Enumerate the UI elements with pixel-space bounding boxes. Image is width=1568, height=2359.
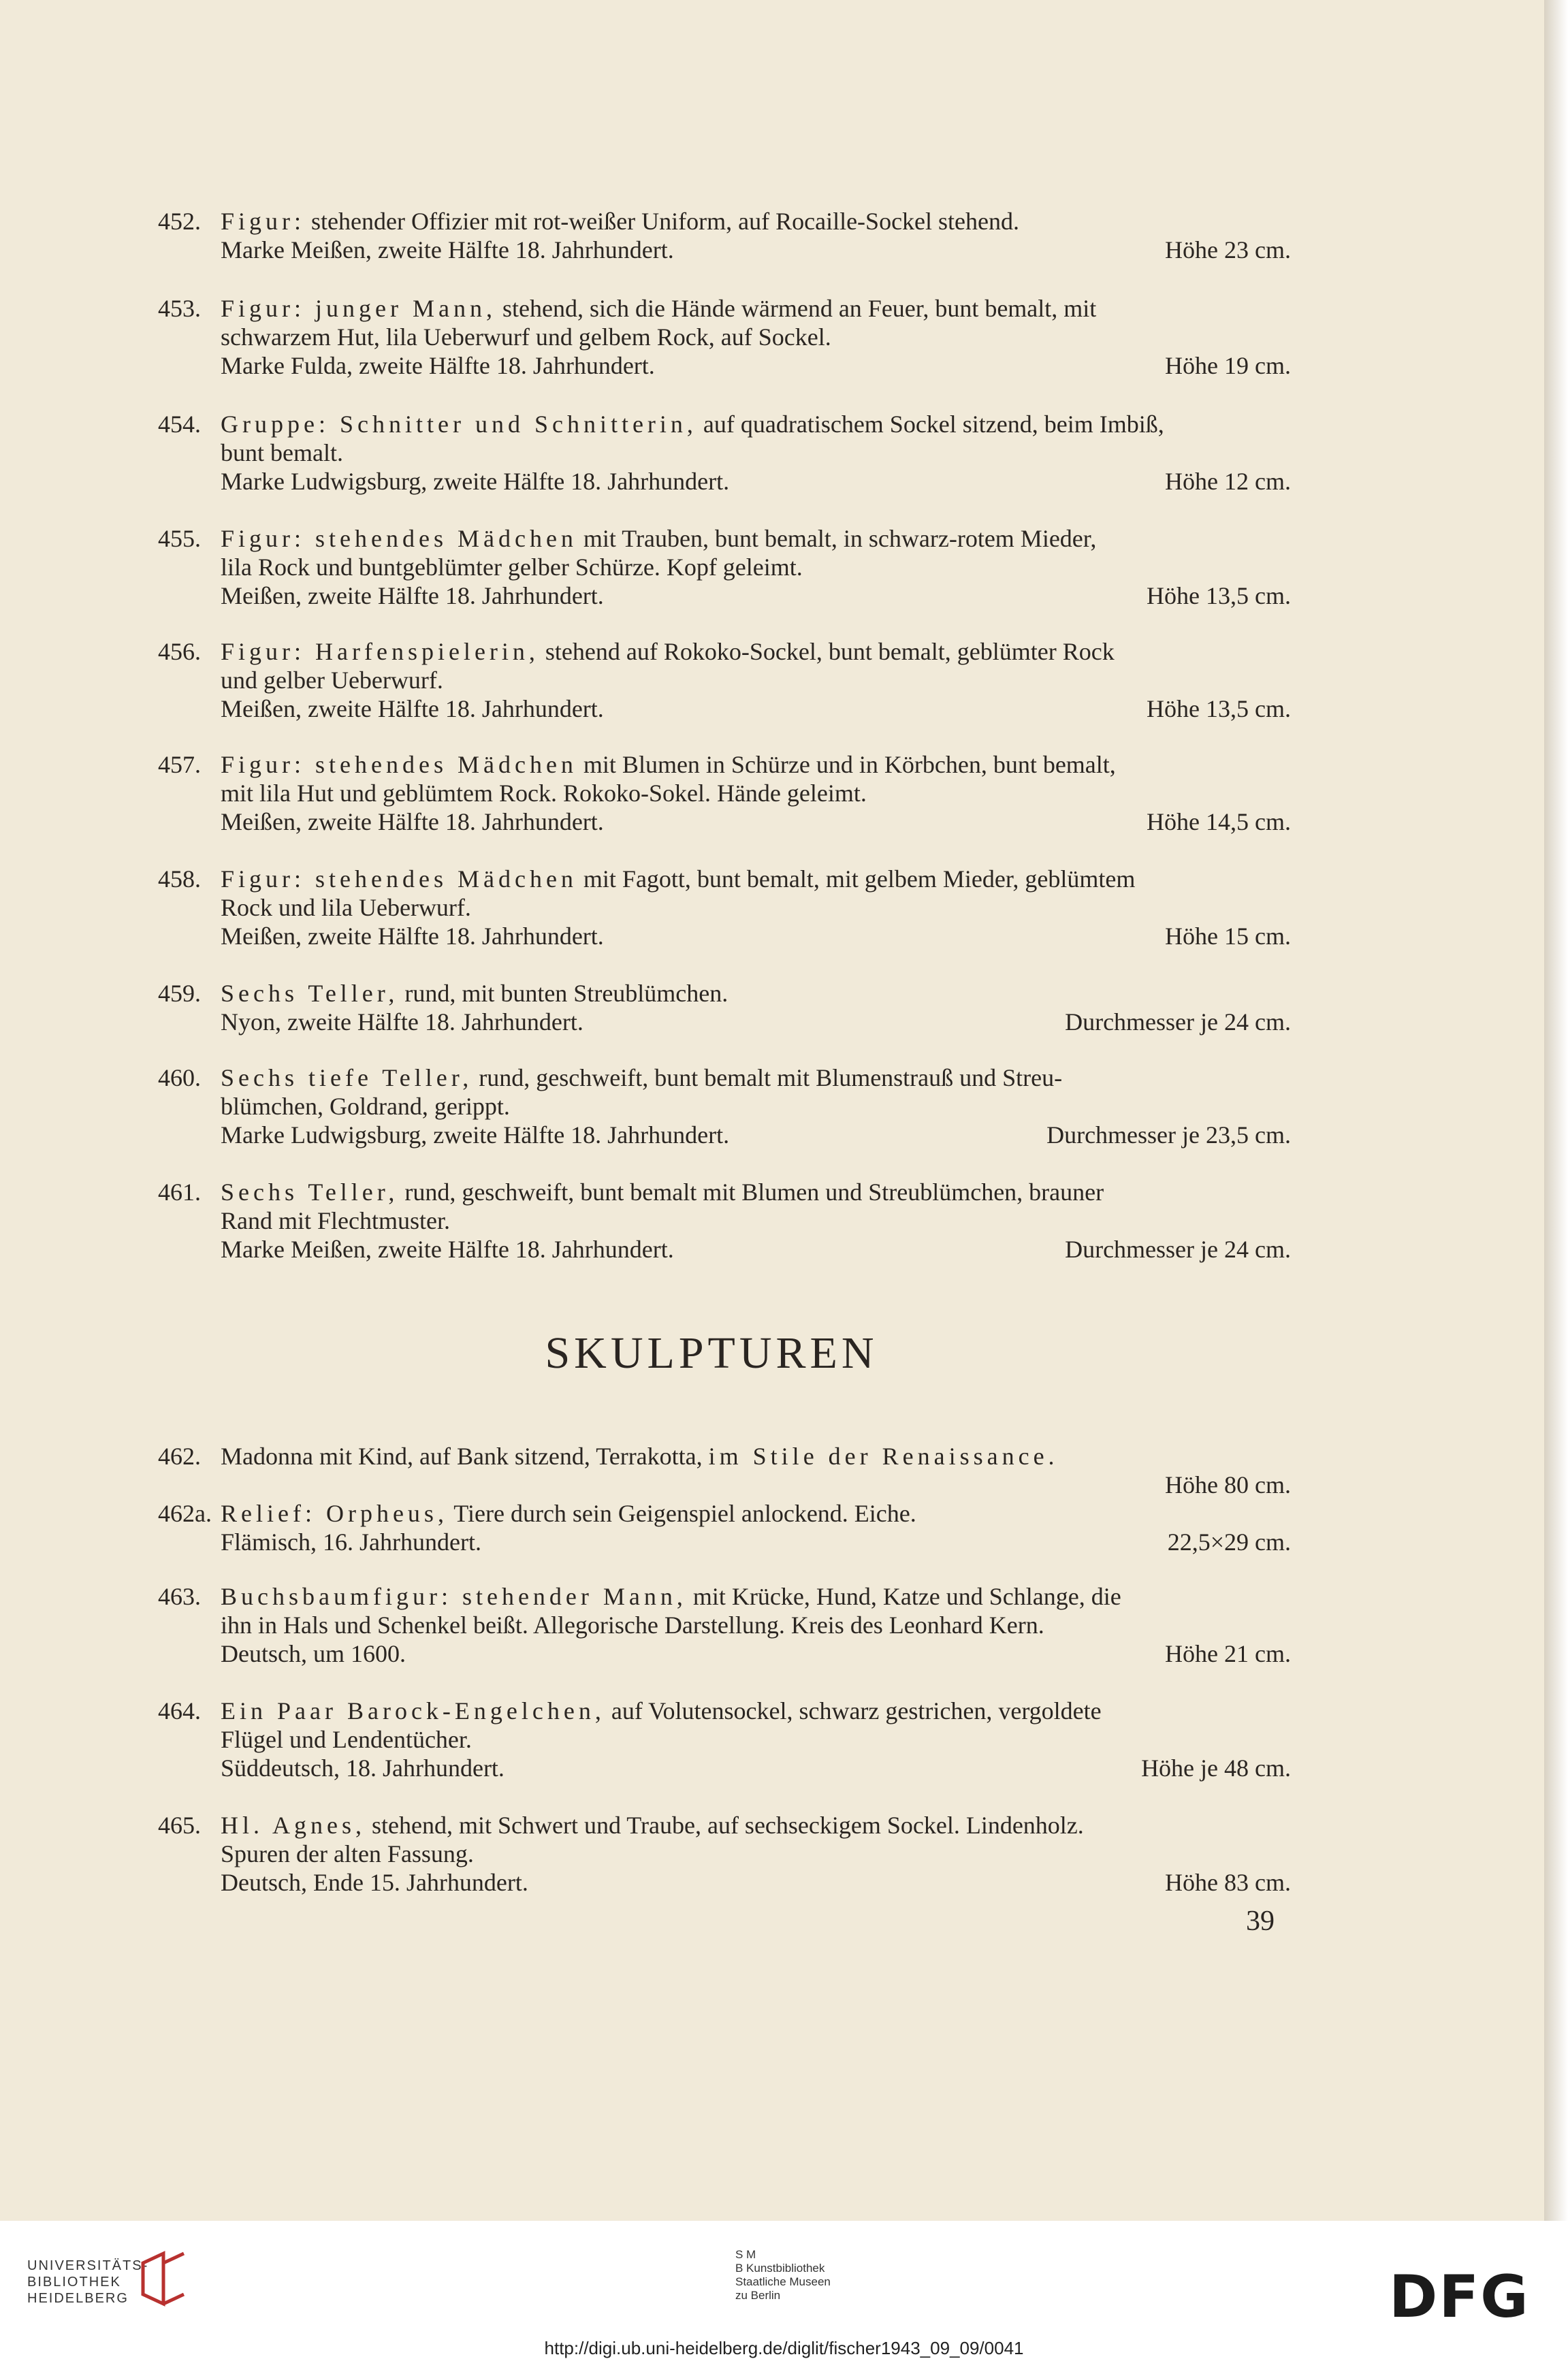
entry-text: mit Krücke, Hund, Katze und Schlange, die [686,1583,1121,1610]
entry-number: 457. [158,751,201,778]
catalog-entry [158,1811,1291,1897]
entry-text: Meißen, zweite Hälfte 18. Jahrhundert. [221,922,604,950]
entry-line [158,1840,1291,1868]
entry-line [158,438,1291,467]
entry-line [158,666,1291,694]
entry-text: Marke Ludwigsburg, zweite Hälfte 18. Jahrhundert. [221,468,730,495]
entry-heading: Figur: Harfenspielerin, [221,638,539,665]
entry-line [158,1092,1291,1121]
museum-logo-text [735,2248,831,2302]
entry-text: ihn in Hals und Schenkel beißt. Allegorische Darstellung. Kreis des Leonhard Kern. [221,1611,1044,1639]
page-edge [1544,0,1568,2221]
entry-dimension: Höhe 21 cm. [1165,1640,1291,1667]
entry-text: auf quadratischem Sockel sitzend, beim Imbiß, [697,411,1164,438]
entry-number: 464. [158,1697,201,1724]
catalog-entry [158,1499,1291,1556]
catalog-entry [158,294,1291,380]
catalog-entry [158,207,1291,264]
entry-heading: Figur: stehendes Mädchen [221,751,577,778]
entry-line [158,410,1291,438]
entry-line [158,893,1291,922]
museum-logo-line: Staatliche Museen [735,2275,831,2288]
entry-text: Süddeutsch, 18. Jahrhundert. [221,1754,505,1782]
entry-line [158,323,1291,351]
entry-line [158,524,1291,553]
entry-dimension: Höhe 19 cm. [1165,352,1291,379]
entry-line [158,779,1291,807]
entry-heading: Sechs tiefe Teller, [221,1064,473,1091]
entry-dimension: Durchmesser je 24 cm. [1065,1008,1291,1036]
entry-number: 465. [158,1812,201,1839]
entry-line [158,294,1291,323]
entry-number: 459. [158,980,201,1007]
entry-dimension: Höhe 13,5 cm. [1147,582,1291,609]
entry-number: 463. [158,1583,201,1610]
entry-number: 458. [158,865,201,893]
entry-text: rund, mit bunten Streublümchen. [398,980,729,1007]
catalog-entry [158,865,1291,950]
entry-style-note: im Stile der Renaissance. [708,1443,1059,1470]
entry-text: Deutsch, um 1600. [221,1640,406,1667]
library-logo-line: HEIDELBERG [27,2291,129,2306]
source-url-link[interactable]: http://digi.ub.uni-heidelberg.de/diglit/fischer1943_09_09/0041 [544,2338,1024,2358]
entry-number: 462. [158,1443,201,1470]
entry-text: Madonna mit Kind, auf Bank sitzend, Terrakotta, [221,1443,709,1470]
entry-number: 453. [158,295,201,322]
entry-text: Deutsch, Ende 15. Jahrhundert. [221,1869,528,1896]
entry-line [158,1528,1291,1556]
entry-line [158,1697,1291,1725]
entry-text: rund, geschweift, bunt bemalt mit Blumen und Streublümchen, brauner [398,1178,1104,1206]
entry-dimension: Durchmesser je 23,5 cm. [1046,1121,1291,1149]
entry-text: mit lila Hut und geblümtem Rock. Rokoko-Sokel. Hände geleimt. [221,780,867,807]
entry-text: Flämisch, 16. Jahrhundert. [221,1528,481,1556]
entry-line [158,1206,1291,1235]
entry-number: 462a. [158,1500,212,1527]
museum-logo-line: B Kunstbibliothek [735,2262,825,2275]
catalog-entry [158,637,1291,723]
library-logo-line: UNIVERSITÄTS- [27,2258,149,2273]
catalog-entry [158,1063,1291,1149]
entry-text: Rock und lila Ueberwurf. [221,894,471,921]
entry-dimension: Höhe 13,5 cm. [1147,695,1291,722]
catalog-entry [158,1697,1291,1782]
entry-text: blümchen, Goldrand, gerippt. [221,1093,510,1120]
catalog-entry [158,979,1291,1036]
entry-text: lila Rock und buntgeblümter gelber Schürze. Kopf geleimt. [221,553,803,581]
entry-number: 452. [158,208,201,235]
museum-logo-line: zu Berlin [735,2289,781,2302]
entry-dimension: Höhe 14,5 cm. [1147,808,1291,835]
entry-heading: Gruppe: Schnitter und Schnitterin, [221,411,697,438]
entry-line [158,1121,1291,1149]
entry-heading: Relief: Orpheus, [221,1500,448,1527]
entry-text: Meißen, zweite Hälfte 18. Jahrhundert. [221,582,604,609]
entry-text: Spuren der alten Fassung. [221,1840,474,1867]
entry-heading: Hl. Agnes, [221,1812,366,1839]
entry-text: stehend, sich die Hände wärmend an Feuer, bunt bemalt, mit [496,295,1097,322]
entry-number: 456. [158,638,201,665]
library-logo-line: BIBLIOTHEK [27,2275,121,2290]
catalog-entry [158,1178,1291,1264]
page-number: 39 [1246,1906,1275,1937]
entry-text: Marke Meißen, zweite Hälfte 18. Jahrhundert. [221,236,674,263]
entry-line [158,637,1291,666]
entry-line [158,1639,1291,1668]
entry-line [158,807,1291,836]
entry-text: stehender Offizier mit rot-weißer Uniform, auf Rocaille-Sockel stehend. [305,208,1019,235]
catalog-entry [158,524,1291,610]
entry-text: Flügel und Lendentücher. [221,1726,472,1753]
entry-line [158,1442,1291,1471]
entry-text: mit Trauben, bunt bemalt, in schwarz-rotem Mieder, [577,525,1097,552]
entry-line [158,1063,1291,1092]
entry-dimension: Durchmesser je 24 cm. [1065,1236,1291,1263]
entry-dimension: Höhe 15 cm. [1165,922,1291,950]
entry-text: Tiere durch sein Geigenspiel anlockend. Eiche. [447,1500,916,1527]
dfg-logo: DFG [1389,2263,1530,2331]
entry-line [158,553,1291,581]
entry-text: schwarzem Hut, lila Ueberwurf und gelbem Rock, auf Sockel. [221,323,831,351]
entry-text: Marke Meißen, zweite Hälfte 18. Jahrhundert. [221,1236,674,1263]
catalog-entry [158,1582,1291,1668]
entry-line [158,1471,1291,1499]
museum-logo-line: S M [735,2248,756,2261]
entry-dimension: Höhe je 48 cm. [1141,1754,1291,1782]
entry-text: mit Blumen in Schürze und in Körbchen, bunt bemalt, [577,751,1116,778]
entry-text: bunt bemalt. [221,439,343,466]
entry-dimension: Höhe 12 cm. [1165,468,1291,495]
entry-text: stehend auf Rokoko-Sockel, bunt bemalt, geblümter Rock [539,638,1115,665]
entry-line [158,467,1291,496]
entry-number: 461. [158,1178,201,1206]
entry-line [158,694,1291,723]
entry-line [158,1008,1291,1036]
digitization-footer [0,2221,1568,2359]
catalog-entry [158,1442,1291,1499]
entry-dimension: 22,5×29 cm. [1167,1528,1291,1556]
entry-line [158,1868,1291,1897]
entry-text: Marke Ludwigsburg, zweite Hälfte 18. Jahrhundert. [221,1121,730,1149]
entry-line [158,351,1291,380]
entry-dimension: Höhe 23 cm. [1165,236,1291,263]
entry-text: Meißen, zweite Hälfte 18. Jahrhundert. [221,808,604,835]
entry-heading: Sechs Teller, [221,980,399,1007]
entry-heading: Figur: [221,208,306,235]
entry-line [158,979,1291,1008]
entry-dimension: Höhe 80 cm. [1165,1471,1291,1498]
entry-line [158,750,1291,779]
entry-line [158,207,1291,236]
entry-number: 454. [158,411,201,438]
entry-text: und gelber Ueberwurf. [221,667,443,694]
entry-text: stehend, mit Schwert und Traube, auf sechseckigem Sockel. Lindenholz. [366,1812,1084,1839]
entry-heading: Buchsbaumfigur: stehender Mann, [221,1583,687,1610]
entry-text: Nyon, zweite Hälfte 18. Jahrhundert. [221,1008,583,1036]
entry-number: 455. [158,525,201,552]
entry-line [158,581,1291,610]
entry-heading: Ein Paar Barock-Engelchen, [221,1697,605,1724]
section-title: SKULPTUREN [545,1328,878,1378]
entry-dimension: Höhe 83 cm. [1165,1869,1291,1896]
entry-text: Meißen, zweite Hälfte 18. Jahrhundert. [221,695,604,722]
entry-heading: Figur: stehendes Mädchen [221,865,577,893]
entry-line [158,1499,1291,1528]
entry-line [158,1235,1291,1264]
library-logo-text [27,2258,148,2307]
entry-line [158,1178,1291,1206]
entry-text: Rand mit Flechtmuster. [221,1207,450,1234]
catalog-entry [158,410,1291,496]
entry-text: rund, geschweift, bunt bemalt mit Blumenstrauß und Streu- [473,1064,1063,1091]
entry-line [158,1582,1291,1611]
entry-line [158,865,1291,893]
entry-line [158,1754,1291,1782]
entry-text: mit Fagott, bunt bemalt, mit gelbem Mieder, geblümtem [577,865,1136,893]
entry-heading: Figur: junger Mann, [221,295,496,322]
entry-text: auf Volutensockel, schwarz gestrichen, vergoldete [605,1697,1102,1724]
entry-line [158,1611,1291,1639]
library-logo-icon [136,2249,191,2311]
catalog-entry [158,750,1291,836]
entry-text: Marke Fulda, zweite Hälfte 18. Jahrhundert. [221,352,655,379]
entry-heading: Sechs Teller, [221,1178,399,1206]
entry-number: 460. [158,1064,201,1091]
entry-line [158,1725,1291,1754]
entry-line [158,1811,1291,1840]
entry-line [158,922,1291,950]
entry-line [158,236,1291,264]
entry-heading: Figur: stehendes Mädchen [221,525,577,552]
